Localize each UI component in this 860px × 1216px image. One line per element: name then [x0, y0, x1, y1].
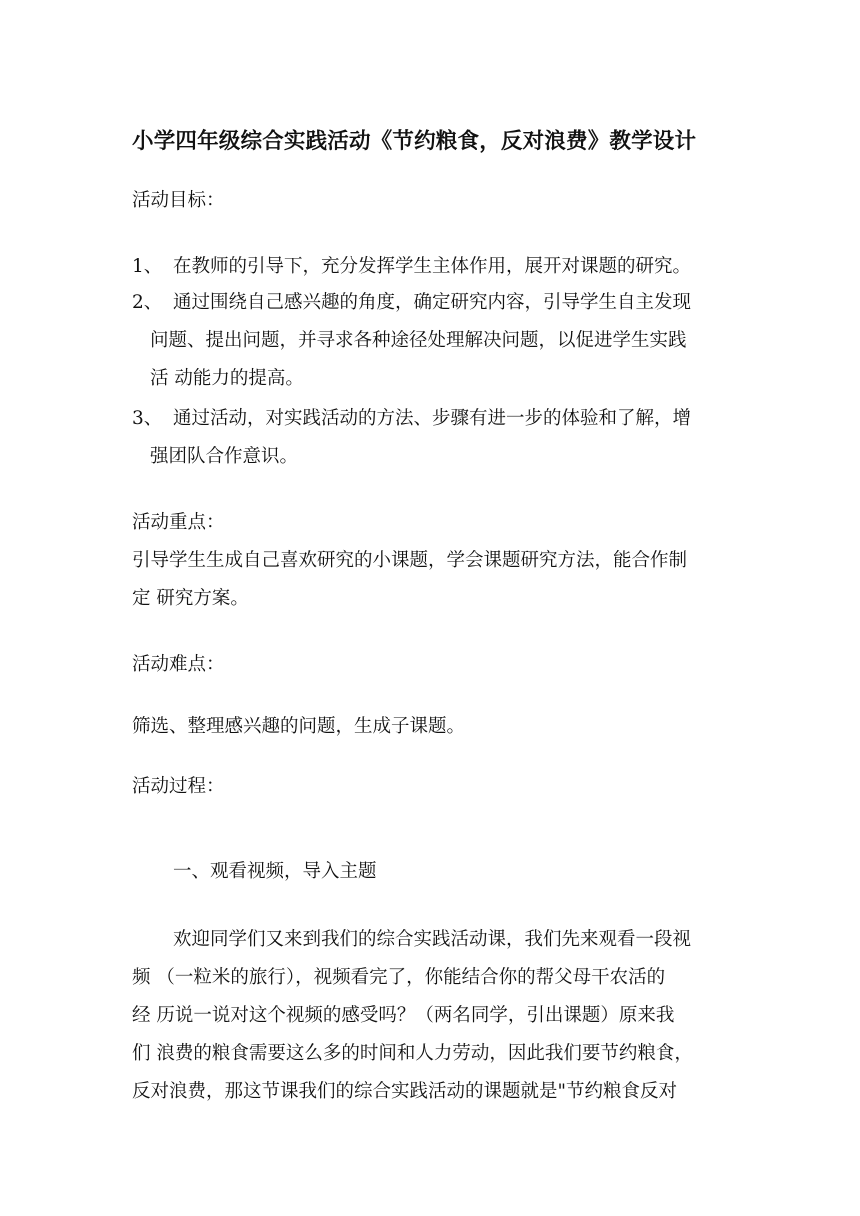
goals-heading: 活动目标：	[132, 190, 225, 211]
goal-2-line-2: 问题、提出问题，并寻求各种途径处理解决问题，以促进学生实践	[150, 330, 687, 351]
goal-1-number: 1、	[132, 256, 163, 277]
document-title: 小学四年级综合实践活动《节约粮食，反对浪费》教学设计	[132, 129, 697, 154]
paragraph-line-2: 频 （一粒米的旅行），视频看完了，你能结合你的帮父母干农活的	[132, 967, 666, 988]
goal-2-number: 2、	[132, 292, 163, 313]
paragraph-line-4: 们 浪费的粮食需要这么多的时间和人力劳动，因此我们要节约粮食，	[132, 1043, 693, 1064]
goal-3-number: 3、	[132, 408, 163, 429]
goal-2-line-3: 活 动能力的提高。	[150, 368, 304, 389]
focus-line-2: 定 研究方案。	[132, 588, 249, 609]
difficulty-text: 筛选、整理感兴趣的问题，生成子课题。	[132, 716, 466, 737]
paragraph-line-1: 欢迎同学们又来到我们的综合实践活动课，我们先来观看一段视	[173, 929, 692, 950]
paragraph-line-5: 反对浪费，那这节课我们的综合实践活动的课题就是"节约粮食反对	[132, 1081, 678, 1102]
goal-3-line-1: 通过活动，对实践活动的方法、步骤有进一步的体验和了解，增	[173, 408, 692, 429]
difficulty-heading: 活动难点：	[132, 654, 225, 675]
goal-3-line-2: 强团队合作意识。	[150, 446, 299, 467]
process-heading: 活动过程：	[132, 776, 225, 797]
focus-heading: 活动重点：	[132, 512, 225, 533]
paragraph-line-3: 经 历说一说对这个视频的感受吗？（两名同学，引出课题）原来我	[132, 1005, 675, 1026]
goal-1-line-1: 在教师的引导下，充分发挥学生主体作用，展开对课题的研究。	[173, 256, 692, 277]
focus-line-1: 引导学生生成自己喜欢研究的小课题，学会课题研究方法，能合作制	[132, 550, 688, 571]
section-1-title: 一、观看视频，导入主题	[173, 861, 377, 882]
goal-2-line-1: 通过围绕自己感兴趣的角度，确定研究内容，引导学生自主发现	[173, 292, 692, 313]
